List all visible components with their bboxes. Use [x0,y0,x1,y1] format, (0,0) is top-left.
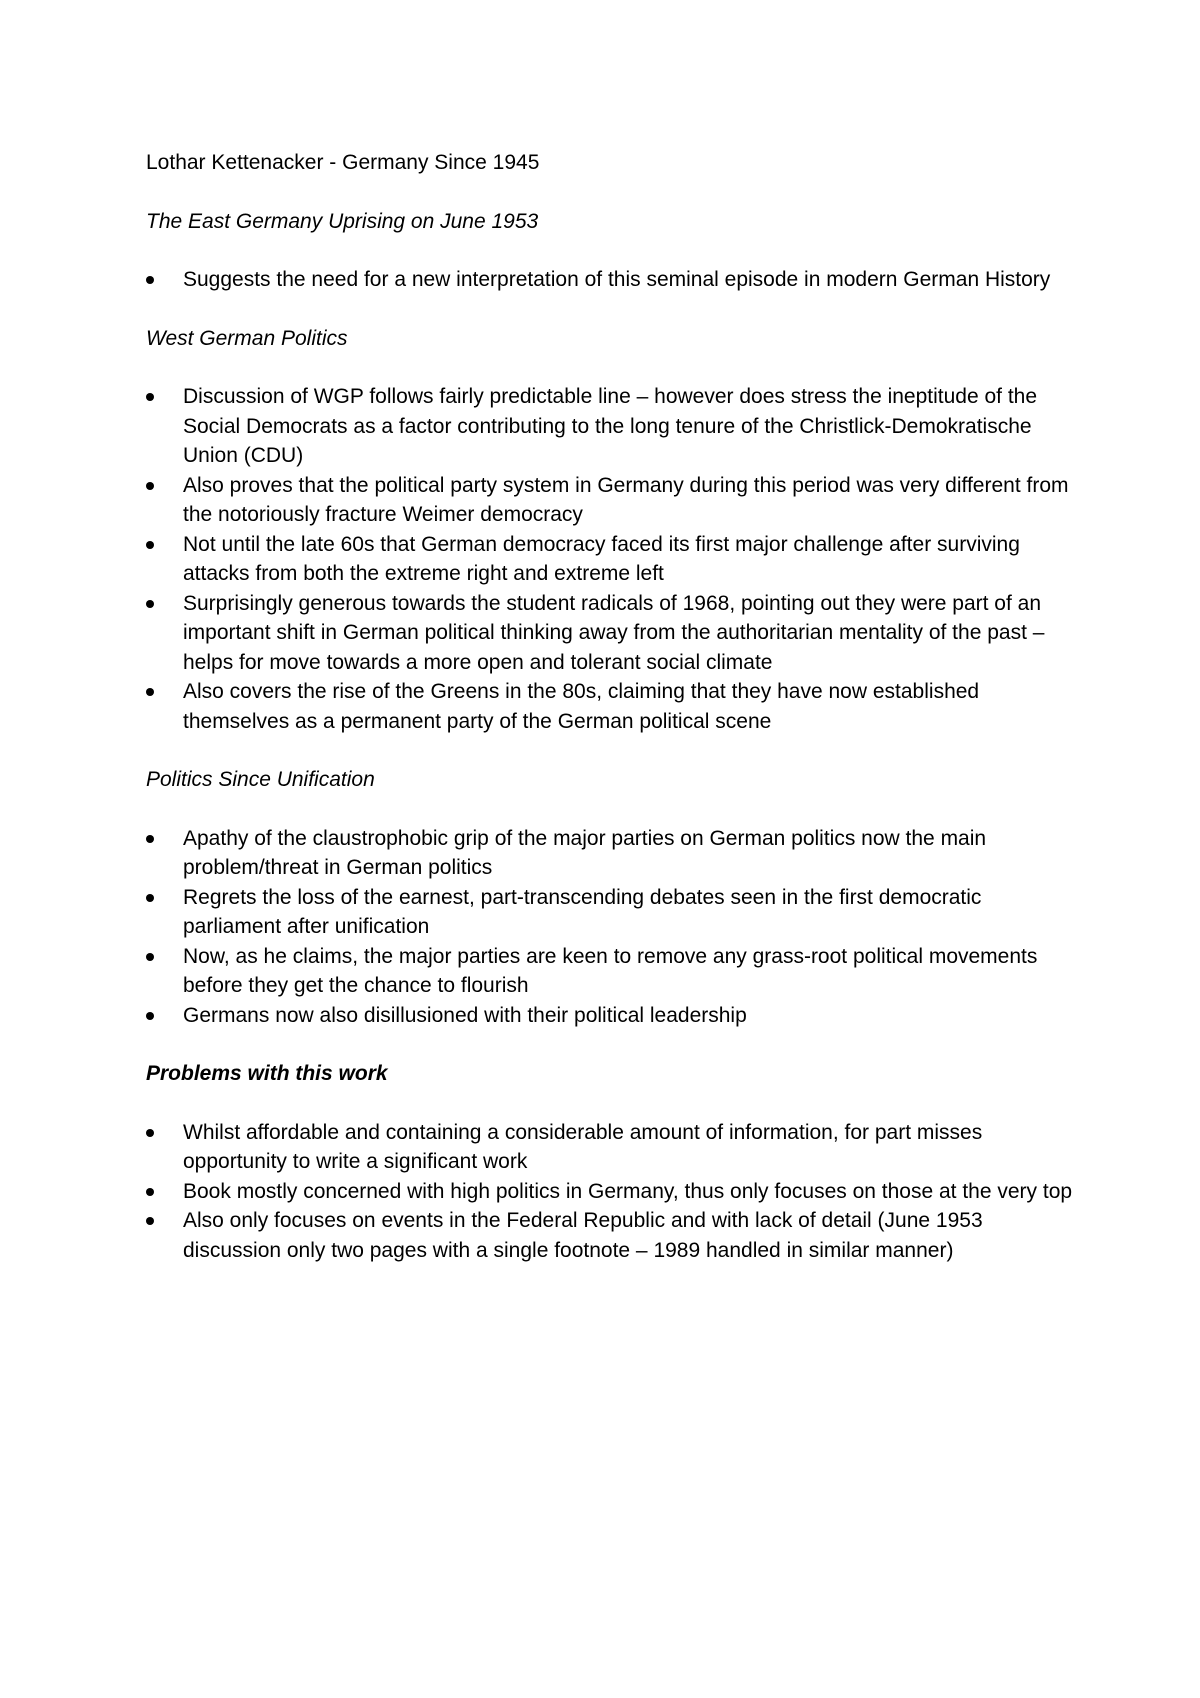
bullet-icon [146,953,154,961]
section-heading-politics-since-unification: Politics Since Unification [146,768,375,791]
bullet-icon [146,541,154,549]
list-item-text: Also proves that the political party system in Germany during this period was very different from the notoriously fracture Weimer democracy [183,473,1069,526]
section-heading-east-germany-uprising: The East Germany Uprising on June 1953 [146,209,539,233]
bullet-icon [146,688,154,696]
section-heading-west-german-politics: West German Politics [146,326,348,350]
document-page [146,148,1076,1294]
bullet-icon [146,1188,154,1196]
bullet-icon [146,276,154,284]
list-item [146,824,1076,883]
bullet-list-problems-with-this-work [146,1118,1076,1266]
bullet-icon [146,482,154,490]
list-item [146,1206,1076,1265]
list-item [146,1001,1076,1031]
list-item [146,883,1076,942]
list-item-text: Discussion of WGP follows fairly predictable line – however does stress the ineptitude of the Social Democrats as a factor contributing to the long tenure of the Christlick-Demokratische Union (CDU) [183,385,1038,467]
list-item-text: Regrets the loss of the earnest, part-transcending debates seen in the first democratic parliament after unification [183,885,982,938]
bullet-icon [146,1129,154,1137]
list-item-text: Also covers the rise of the Greens in the 80s, claiming that they have now established themselves as a permanent party of the German political scene [183,680,980,733]
list-item-text: Germans now also disillusioned with their political leadership [183,1003,747,1027]
list-item [146,1118,1076,1177]
list-item [146,382,1076,471]
list-item [146,677,1076,736]
list-item-text: Surprisingly generous towards the student radicals of 1968, pointing out they were part of an important shift in German political thinking away from the authoritarian mentality of the past – helps for move towards a more open and tolerant social climate [183,591,1045,674]
list-item [146,942,1076,1001]
list-item [146,589,1076,678]
list-item-text: Now, as he claims, the major parties are keen to remove any grass-root political movements before they get the chance to flourish [183,944,1038,997]
bullet-list-politics-since-unification [146,824,1076,1031]
list-item [146,1177,1076,1207]
bullet-list-west-german-politics [146,382,1076,736]
bullet-icon [146,1012,154,1020]
bullet-icon [146,835,154,843]
list-item-text: Suggests the need for a new interpretation of this seminal episode in modern German History [183,268,1051,291]
list-item-text: Whilst affordable and containing a considerable amount of information, for part misses opportunity to write a significant work [183,1120,983,1173]
list-item-text: Also only focuses on events in the Federal Republic and with lack of detail (June 1953 discussion only two pages with a single footnote – 1989 handled in similar manner) [183,1209,983,1262]
bullet-icon [146,393,154,401]
list-item-text: Book mostly concerned with high politics in Germany, thus only focuses on those at the very top [183,1179,1073,1203]
bullet-icon [146,600,154,608]
document-title: Lothar Kettenacker - Germany Since 1945 [146,151,540,174]
bullet-list-east-germany-uprising [146,265,1076,295]
list-item [146,265,1076,295]
bullet-icon [146,1217,154,1225]
section-heading-problems-with-this-work: Problems with this work [146,1062,388,1085]
list-item-text: Not until the late 60s that German democracy faced its first major challenge after surviving attacks from both the extreme right and extreme left [183,532,1020,585]
list-item [146,471,1076,530]
bullet-icon [146,894,154,902]
list-item [146,530,1076,589]
list-item-text: Apathy of the claustrophobic grip of the major parties on German politics now the main problem/threat in German politics [183,826,987,879]
